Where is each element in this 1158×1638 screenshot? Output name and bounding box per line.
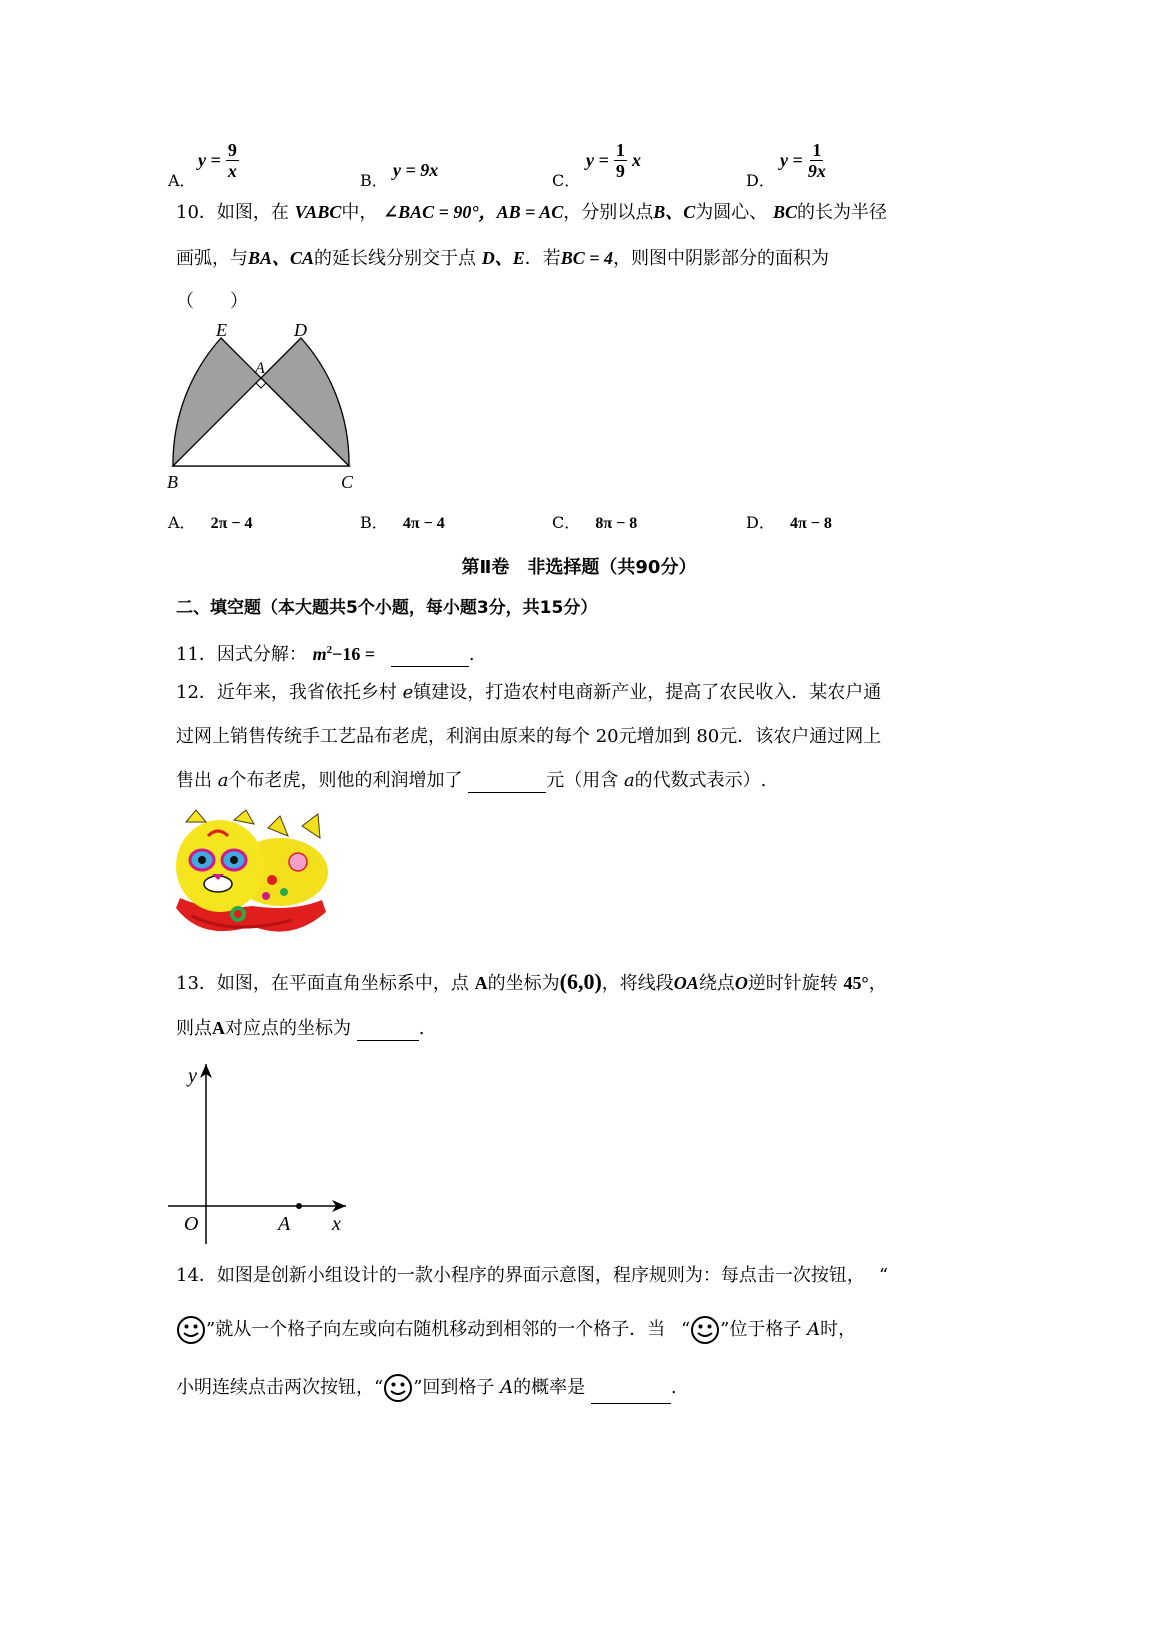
answer-blank[interactable] [391,648,469,667]
tiger-pupil-right [230,856,238,864]
q13-line-1: 13．如图，在平面直角坐标系中，点 A的坐标为(6,0)，将线段OA绕点O逆时针旋转 45°， [176,969,887,994]
q14-line-1: 14．如图是创新小组设计的一款小程序的界面示意图，程序规则为：每点击一次按钮， “ [176,1265,889,1286]
tiger-pupil-left [198,856,206,864]
part2-heading: 二、填空题（本大题共5个小题，每小题3分，共15分） [176,598,598,618]
smiley-icon [383,1373,413,1403]
q9-option-a: A． [168,171,196,190]
fraction: $\frac{1}{9}$ [615,140,625,181]
tiger-ear-left [186,810,206,822]
q14-line-3: 小明连续点击两次按钮，“ ”回到格子 A的概率是 . [176,1372,677,1404]
q9-option-c-expr: y = $\frac{1}{9}$ x [586,140,641,181]
q10-answer-paren: （ ） [176,291,248,312]
point-a [296,1203,302,1209]
q11: 11．因式分解： $m^2-16$ = . [176,644,475,665]
label-d: D [294,322,307,340]
tiger-flower-2 [280,888,288,896]
answer-blank[interactable] [468,774,546,793]
tiger-ear-right [302,814,320,838]
fraction: $\frac{1}{9x}$ [807,140,826,181]
q10-line-2: 画弧，与BA、CA的延长线分别交于点 D、E．若BC = 4，则图中阴影部分的面积为 [176,248,830,269]
smiley-icon [176,1315,206,1345]
q9-option-b: B． [360,171,388,190]
q9-option-d-expr: y = $\frac{1}{9x}$ [780,140,826,181]
section-title: 第Ⅱ卷 非选择题（共90分） [461,557,697,578]
origin-label: O [184,1213,199,1235]
answer-blank[interactable] [357,1022,419,1041]
point-a-label: A [278,1213,291,1235]
q10-option-c: C． 8π − 8 [552,513,638,532]
q13-line-2: 则点A对应点的坐标为 . [176,1018,425,1039]
fraction: $\frac{9}{x}$ [227,140,237,181]
q9-option-d: D． [746,171,775,190]
q12-line-2: 过网上销售传统手工艺品布老虎，利润由原来的每个 20元增加到 80元．该农户通过网上 [176,726,882,747]
answer-blank[interactable] [591,1385,671,1404]
q12-line-1: 12．近年来，我省依托乡村 e镇建设，打造农村电商新产业，提高了农民收入．某农户通 [176,682,882,703]
q12-line-3: 售出 a个布老虎，则他的利润增加了 元（用含 a的代数式表示）. [176,770,767,791]
label-e: E [216,322,227,340]
label-c: C [341,472,354,492]
tiger-chest-flower-center [234,910,242,918]
q9-option-a-expr: y = $\frac{9}{x}$ [198,140,237,181]
label-a: A [255,360,265,377]
q10-figure [160,322,380,494]
cloth-tiger-image [172,808,330,942]
tiger-head [176,820,264,912]
q13-coordinate-figure [160,1056,360,1248]
q10-option-b: B． 4π − 4 [360,513,445,532]
tiger-ear-back [268,816,288,836]
q9-option-c: C． [552,171,581,190]
tiger-ear-left-2 [234,810,254,824]
smiley-icon [690,1315,720,1345]
q10-line-1: 10．如图，在 VABC中， ∠BAC = 90°，AB = AC，分别以点B、C为圆心、 BC的长为半径 [176,202,887,223]
q10-option-d: D． 4π − 8 [746,513,832,532]
tiger-flower-3 [262,892,270,900]
q14-line-2: ”就从一个格子向左或向右随机移动到相邻的一个格子．当 “ ”位于格子 A时， [176,1314,856,1346]
tiger-fu-badge [289,853,307,871]
tiger-flower-1 [267,875,277,885]
label-b: B [167,472,178,492]
x-axis-label: x [332,1213,341,1235]
q10-option-a: A． 2π − 4 [168,513,253,532]
y-axis-label: y [188,1065,197,1087]
q9-option-b-expr: y = 9x [393,160,439,180]
